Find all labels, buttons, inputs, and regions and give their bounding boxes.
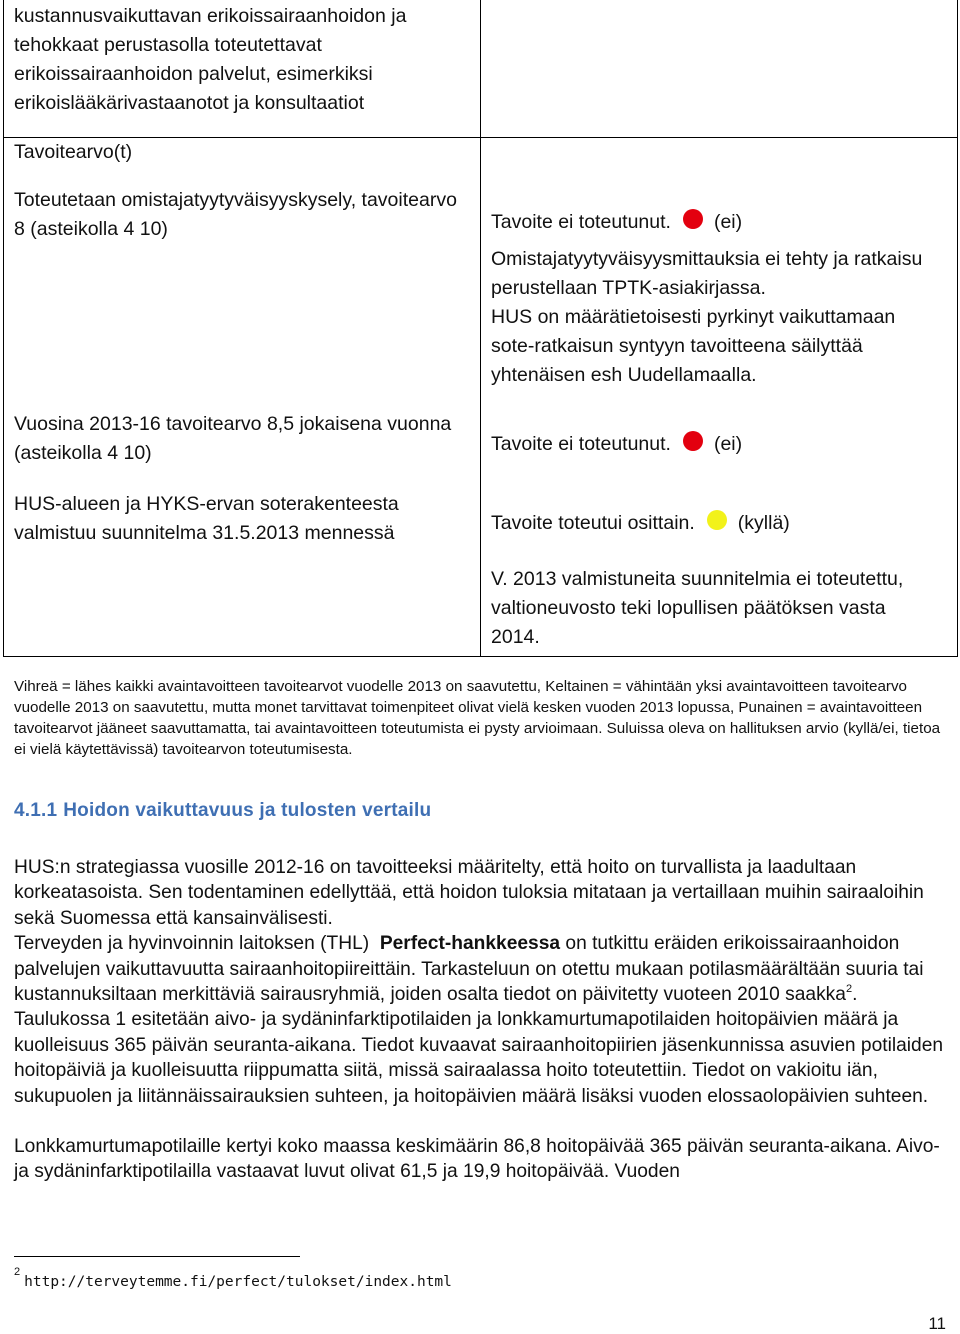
table-cell-goal-2 bbox=[14, 410, 469, 468]
table-border-right bbox=[957, 0, 958, 657]
footnote-separator bbox=[14, 1256, 300, 1257]
legend-text: Vihreä = lähes kaikki avaintavoitteen tavoitearvot vuodelle 2013 on saavutettu, Keltainen = vähintään yksi avaintavoitteen tavoitearvo vuodelle 2013 on saavutettu, mutta monet tarvittavat toimenpiteet olivat vielä kesken vuoden 2013 lopussa, Punainen = avaintavoitteen tavoitearvot jääneet saavuttamatta, tai avaintavoitteen toteutumista ei pysty arvioimaan. Suluissa oleva on hallituksen arvio (kyllä/ei, tietoa ei vielä käytettävissä) tavoitearvon toteutumisesta. bbox=[14, 678, 941, 758]
status-2-assessment: (ei) bbox=[713, 433, 743, 455]
status-block-3 bbox=[491, 509, 931, 652]
paragraph-1: HUS:n strategiassa vuosille 2012-16 on tavoitteeksi määritelty, että hoito on turvallista ja laadultaan korkeatasoista. Sen todentaminen edellyttää, että hoidon tuloksia mitataan ja vertaillaan muihin sairaaloihin sekä Suomessa että kansainvälisesti. bbox=[14, 857, 924, 929]
footnote-reference: 2 bbox=[845, 982, 853, 995]
table-cell-goal-1 bbox=[14, 186, 469, 244]
section-title: Hoidon vaikuttavuus ja tulosten vertailu bbox=[63, 800, 432, 821]
paragraph-2-end: . Taulukossa 1 esitetään aivo- ja sydäninfarktipotilaiden ja lonkkamurtumapotilaiden hoitopäivien määrä ja kuolleisuus 365 päivän seuranta-aikana. Tiedot kuvaavat sairaanhoitopiirien jäsenkunnissa asuvien potilaiden hoitopäiviä ja kuolleisuutta riippumatta siitä, missä sairaalassa hoito toteutettiin. Tiedot on vakioitu iän, sukupuolen ja liitännäissairauksien suhteen, ja hoitopäivien määrä lisäksi vuoden elossaolopäivien suhteen. bbox=[14, 984, 944, 1107]
status-1-detail-a: Omistajatyytyväisyysmittauksia ei tehty ja ratkaisu perustellaan TPTK-asiakirjassa. bbox=[491, 248, 923, 299]
status-line-3 bbox=[491, 509, 931, 538]
status-1-assessment: (ei) bbox=[713, 211, 743, 233]
goal-1-text: Toteutetaan omistajatyytyväisyyskysely, tavoitearvo 8 (asteikolla 4 10) bbox=[14, 189, 457, 240]
status-2-text: Tavoite ei toteutunut. bbox=[491, 433, 671, 455]
table-cell-header bbox=[14, 138, 469, 167]
status-3-text: Tavoite toteutui osittain. bbox=[491, 512, 695, 534]
status-block-1 bbox=[491, 208, 931, 390]
status-3-detail: V. 2013 valmistuneita suunnitelmia ei toteutettu, valtioneuvosto teki lopullisen päätöksen vasta 2014. bbox=[491, 568, 904, 648]
table-cell-goal-3 bbox=[14, 490, 469, 548]
intro-text: kustannusvaikuttavan erikoissairaanhoidon ja tehokkaat perustasolla toteutettavat erikoissairaanhoidon palvelut, esimerkiksi erikoislääkärivastaanotot ja konsultaatiot bbox=[14, 5, 407, 114]
paragraph-2-middle: on tutkittu eräiden erikoissairaanhoidon palvelujen vaikuttavuutta sairaanhoitopiireittäin. Tarkasteluun on otettu mukaan potilasmäärältään suuria tai kustannuksiltaan merkittäviä sairausryhmiä, joiden osalta tiedot on päivitetty vuoteen 2010 saakka bbox=[14, 933, 924, 1006]
goal-2-text: Vuosina 2013-16 tavoitearvo 8,5 jokaisena vuonna (asteikolla 4 10) bbox=[14, 413, 452, 464]
status-1-text: Tavoite ei toteutunut. bbox=[491, 211, 671, 233]
footnote bbox=[14, 1266, 452, 1292]
paragraph-3: Lonkkamurtumapotilaille kertyi koko maassa keskimäärin 86,8 hoitopäivää 365 päivän seuranta-aikana. Aivo- ja sydäninfarktipotilailla vastaavat luvut olivat 61,5 ja 19,9 hoitopäivää. Vuoden bbox=[14, 1136, 940, 1183]
status-block-2 bbox=[491, 430, 931, 459]
footnote-number: 2 bbox=[14, 1266, 21, 1278]
status-line-2 bbox=[491, 430, 931, 459]
yellow-status-dot-icon bbox=[707, 510, 727, 530]
paragraph-2-start: Terveyden ja hyvinvoinnin laitoksen (THL) bbox=[14, 933, 370, 955]
section-heading bbox=[14, 800, 431, 822]
status-3-assessment: (kyllä) bbox=[737, 512, 790, 534]
table-border-middle bbox=[480, 0, 481, 657]
status-1-detail-b: HUS on määrätietoisesti pyrkinyt vaikuttamaan sote-ratkaisun syntyyn tavoitteena säilyttää yhtenäisen esh Uudellamaalla. bbox=[491, 306, 896, 386]
red-status-dot-icon bbox=[683, 209, 703, 229]
goals-table bbox=[3, 0, 958, 657]
table-border-left bbox=[3, 0, 4, 657]
table-legend bbox=[14, 676, 944, 760]
status-line-1 bbox=[491, 208, 931, 237]
page-number: 11 bbox=[928, 1314, 946, 1333]
paragraph-2 bbox=[14, 931, 949, 1109]
red-status-dot-icon bbox=[683, 431, 703, 451]
perfect-project-name: Perfect-hankkeessa bbox=[379, 933, 561, 955]
goal-3-text: HUS-alueen ja HYKS-ervan soterakenteesta valmistuu suunnitelma 31.5.2013 mennessä bbox=[14, 493, 399, 544]
table-rule bbox=[3, 656, 958, 657]
footnote-link[interactable]: http://terveytemme.fi/perfect/tulokset/index.html bbox=[24, 1274, 452, 1290]
table-cell-intro bbox=[14, 2, 469, 118]
body-text bbox=[14, 855, 949, 1185]
section-number: 4.1.1 bbox=[14, 800, 58, 821]
target-values-header: Tavoitearvo(t) bbox=[14, 141, 133, 163]
